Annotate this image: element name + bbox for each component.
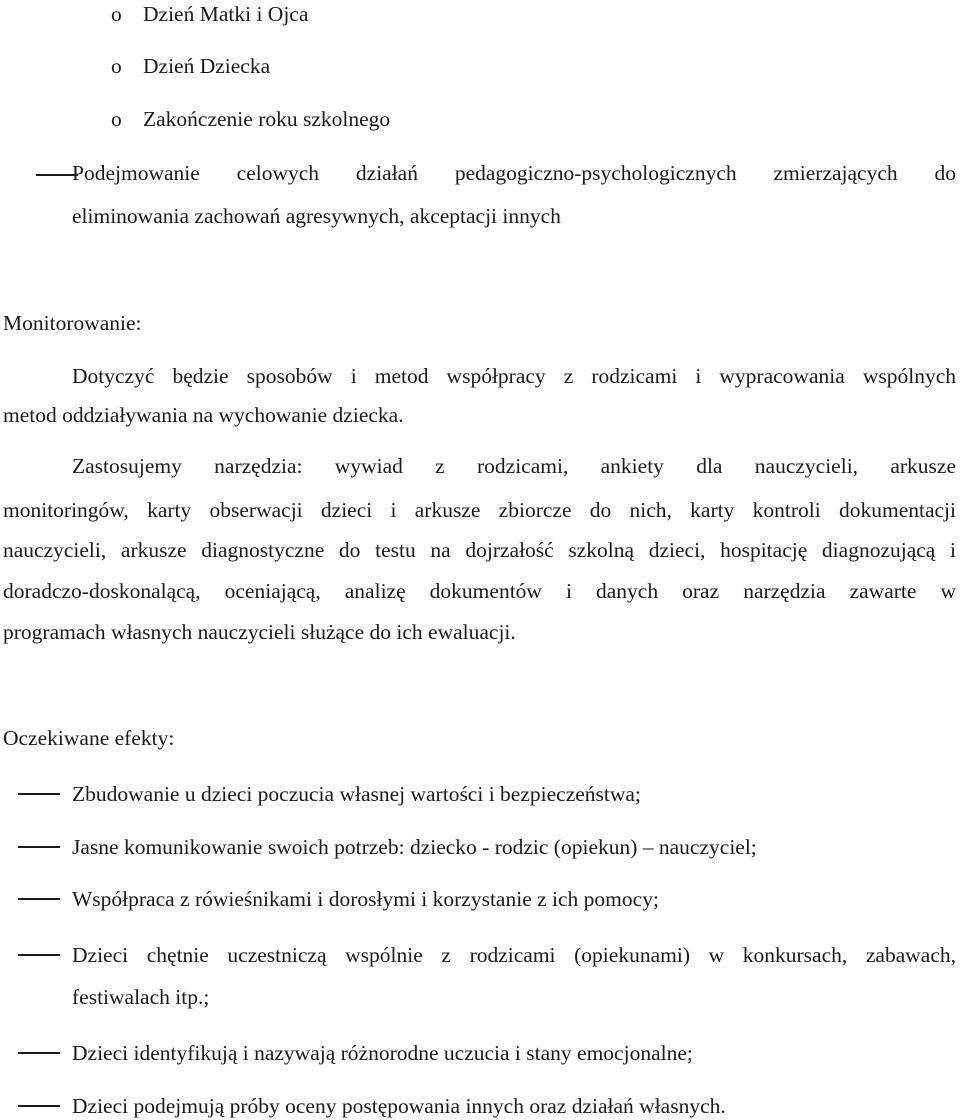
monitoring-paragraph-2-line5: programach własnych nauczycieli służące do ich ewaluacji.	[3, 620, 516, 644]
monitoring-heading: Monitorowanie:	[3, 311, 142, 335]
dash-bullet	[18, 793, 60, 795]
dash-item-text-line2: eliminowania zachowań agresywnych, akceptacji innych	[72, 204, 561, 228]
effect-item: Jasne komunikowanie swoich potrzeb: dziecko - rodzic (opiekun) – nauczyciel;	[72, 835, 757, 859]
effect-item-continuation: festiwalach itp.;	[72, 985, 210, 1009]
dash-bullet	[18, 1052, 60, 1054]
effects-heading: Oczekiwane efekty:	[3, 726, 175, 750]
monitoring-paragraph-2-line3: nauczycieli, arkusze diagnostyczne do testu na dojrzałość szkolną dzieci, hospitację diagnozującą i	[3, 538, 956, 562]
monitoring-paragraph-2-line2: monitoringów, karty obserwacji dzieci i arkusze zbiorcze do nich, karty kontroli dokumentacji	[3, 498, 956, 522]
list-item: Dzień Matki i Ojca	[143, 2, 309, 26]
dash-bullet	[18, 898, 60, 900]
list-item: Dzień Dziecka	[143, 54, 271, 78]
monitoring-paragraph-1-line2: metod oddziaływania na wychowanie dziecka.	[3, 403, 404, 427]
list-marker: o	[111, 107, 122, 131]
effect-item: Współpraca z rówieśnikami i dorosłymi i korzystanie z ich pomocy;	[72, 887, 659, 911]
effect-item: Dzieci identyfikują i nazywają różnorodne uczucia i stany emocjonalne;	[72, 1041, 693, 1065]
effect-item: Dzieci podejmują próby oceny postępowania innych oraz działań własnych.	[72, 1094, 726, 1118]
monitoring-paragraph-1-line1: Dotyczyć będzie sposobów i metod współpracy z rodzicami i wypracowania wspólnych	[72, 364, 956, 388]
list-marker: o	[111, 54, 122, 78]
effect-item: Zbudowanie u dzieci poczucia własnej wartości i bezpieczeństwa;	[72, 782, 641, 806]
dash-bullet	[18, 954, 60, 956]
effect-item: Dzieci chętnie uczestniczą wspólnie z rodzicami (opiekunami) w konkursach, zabawach,	[72, 943, 956, 967]
monitoring-paragraph-2-line1: Zastosujemy narzędzia: wywiad z rodzicami, ankiety dla nauczycieli, arkusze	[72, 454, 956, 478]
dash-bullet	[18, 846, 60, 848]
dash-bullet	[18, 1105, 60, 1107]
monitoring-paragraph-2-line4: doradczo-doskonalącą, oceniającą, analizę dokumentów i danych oraz narzędzia zawarte w	[3, 579, 956, 603]
dash-item-text-line1: Podejmowanie celowych działań pedagogiczno-psychologicznych zmierzających do	[72, 161, 956, 185]
list-item: Zakończenie roku szkolnego	[143, 107, 391, 131]
list-marker: o	[111, 2, 122, 26]
